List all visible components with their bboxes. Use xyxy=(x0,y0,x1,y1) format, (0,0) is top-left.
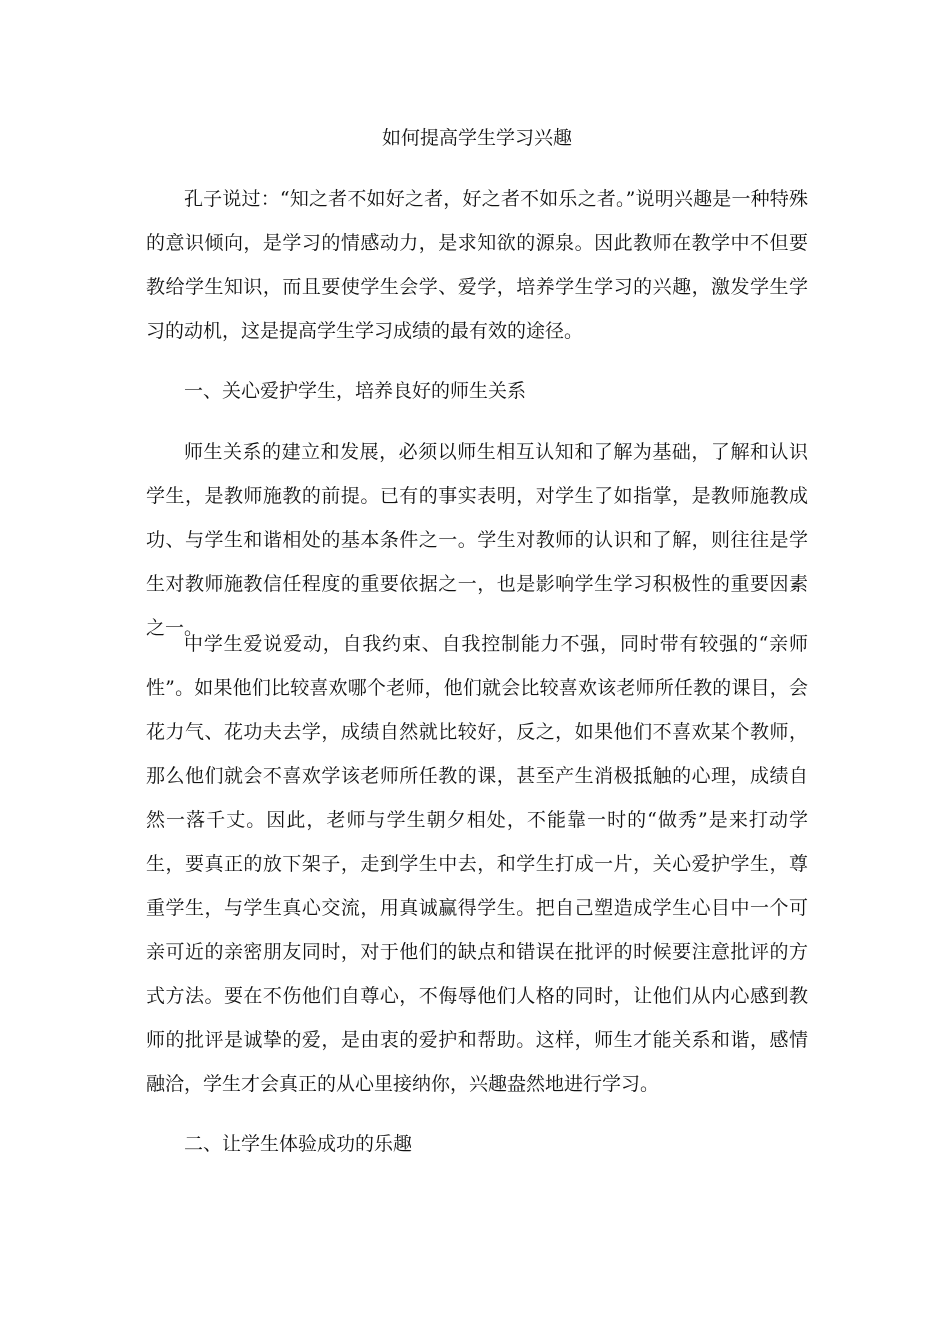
section-heading-1: 一、关心爱护学生，培养良好的师生关系 xyxy=(184,380,527,402)
paragraph-intro: 孔子说过：“知之者不如好之者，好之者不如乐之者。”说明兴趣是一种特殊的意识倾向，是学习的情感动力，是求知欲的源泉。因此教师在教学中不但要教给学生知识，而且要使学生会学、爱学，培养学生学习的兴趣，激发学生学习的动机，这是提高学生学习成绩的最有效的途径。 xyxy=(146,188,808,342)
paragraph-teacher-student: 师生关系的建立和发展，必须以师生相互认知和了解为基础，了解和认识学生，是教师施教的前提。已有的事实表明，对学生了如指掌，是教师施教成功、与学生和谐相处的基本条件之一。学生对教师的认识和了解，则往往是学生对教师施教信任程度的重要依据之一，也是影响学生学习积极性的重要因素之一。 xyxy=(146,441,808,639)
document-title: 如何提高学生学习兴趣 xyxy=(381,127,572,149)
paragraph-middle-school: 中学生爱说爱动，自我约束、自我控制能力不强，同时带有较强的“亲师性”。如果他们比较喜欢哪个老师，他们就会比较喜欢该老师所任教的课目，会花力气、花功夫去学，成绩自然就比较好，反之，如果他们不喜欢某个教师，那么他们就会不喜欢学该老师所任教的课，甚至产生消极抵触的心理，成绩自然一落千丈。因此，老师与学生朝夕相处，不能靠一时的“做秀”是来打动学生，要真正的放下架子，走到学生中去，和学生打成一片，关心爱护学生，尊重学生，与学生真心交流，用真诚赢得学生。把自己塑造成学生心目中一个可亲可近的亲密朋友同时，对于他们的缺点和错误在批评的时候要注意批评的方式方法。要在不伤他们自尊心，不侮辱他们人格的同时，让他们从内心感到教师的批评是诚挚的爱，是由衷的爱护和帮助。这样，师生才能关系和谐，感情融洽，学生才会真正的从心里接纳你，兴趣盎然地进行学习。 xyxy=(146,633,808,1095)
section-heading-2: 二、让学生体验成功的乐趣 xyxy=(184,1133,413,1155)
